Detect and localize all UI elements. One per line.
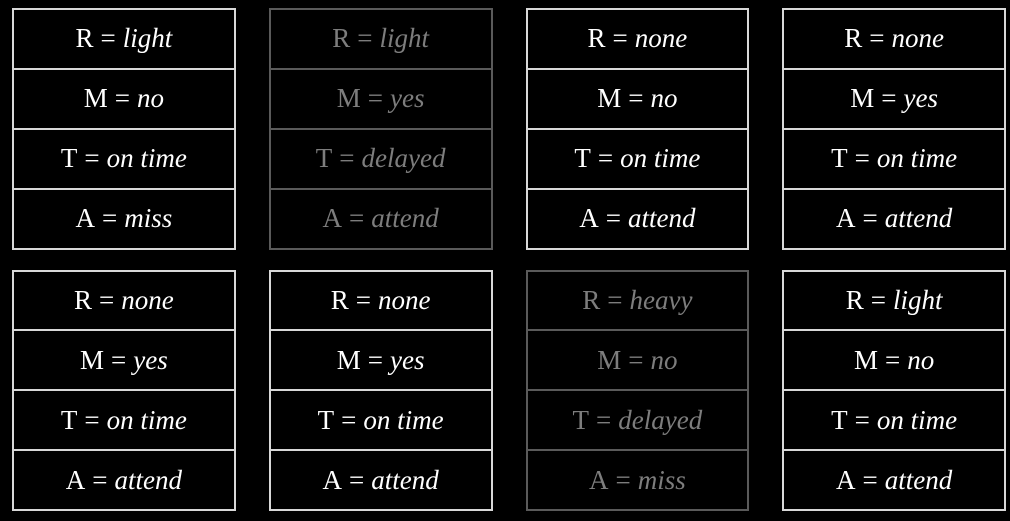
variable-value: no [650, 83, 678, 114]
variable-label: A [322, 203, 342, 234]
assignment-row [14, 190, 234, 248]
variable-value: no [907, 344, 935, 375]
equals-sign: = [885, 344, 901, 375]
variable-label: T [831, 143, 848, 174]
variable-value: yes [390, 83, 425, 114]
variable-label: M [597, 344, 622, 375]
equals-sign: = [349, 464, 365, 495]
variable-label: R [74, 284, 93, 315]
variable-value: miss [637, 464, 686, 495]
assignment-row [528, 272, 748, 332]
equals-sign: = [596, 404, 612, 435]
assignment-row [784, 130, 1004, 190]
assignment-card [269, 8, 493, 250]
variable-value: on time [363, 404, 444, 435]
assignment-row [784, 331, 1004, 391]
assignment-row [528, 130, 748, 190]
variable-value: heavy [629, 284, 693, 315]
variable-value: delayed [361, 143, 446, 174]
variable-value: light [892, 284, 943, 315]
equals-sign: = [862, 464, 878, 495]
variable-label: A [836, 464, 856, 495]
variable-value: none [634, 23, 688, 54]
assignment-row [14, 391, 234, 451]
assignment-row [14, 10, 234, 70]
assignment-row [271, 10, 491, 70]
variable-label: R [332, 23, 351, 54]
variable-label: T [831, 404, 848, 435]
equals-sign: = [605, 203, 621, 234]
assignment-row [528, 70, 748, 130]
equals-sign: = [355, 284, 371, 315]
equals-sign: = [881, 83, 897, 114]
variable-value: attend [371, 203, 439, 234]
equals-sign: = [628, 83, 644, 114]
assignment-card [526, 8, 750, 250]
assignment-row [784, 190, 1004, 248]
variable-value: attend [371, 464, 439, 495]
variable-value: on time [876, 404, 958, 435]
variable-value: no [137, 83, 164, 114]
equals-sign: = [92, 464, 108, 495]
equals-sign: = [628, 344, 644, 375]
variable-label: M [850, 83, 875, 114]
assignment-row [784, 70, 1004, 130]
variable-label: T [60, 404, 78, 435]
equals-sign: = [870, 284, 886, 315]
assignment-row [271, 272, 491, 332]
variable-label: R [330, 284, 349, 315]
assignment-row [271, 391, 491, 451]
variable-value: none [891, 23, 944, 54]
assignment-card [269, 270, 493, 512]
variable-value: attend [884, 203, 953, 234]
assignment-card [782, 8, 1006, 250]
variable-value: delayed [618, 404, 703, 435]
assignment-row [784, 10, 1004, 70]
variable-label: T [317, 404, 335, 435]
assignment-card [12, 270, 236, 512]
variable-value: yes [133, 344, 168, 375]
equals-sign: = [854, 143, 870, 174]
variable-value: no [650, 344, 678, 375]
variable-value: on time [106, 143, 187, 174]
variable-value: light [379, 23, 429, 54]
variable-label: R [844, 23, 863, 54]
variable-label: R [75, 23, 94, 54]
assignment-row [528, 451, 748, 509]
variable-label: T [315, 143, 333, 174]
assignment-row [784, 272, 1004, 332]
assignment-row [14, 272, 234, 332]
variable-value: none [121, 284, 174, 315]
variable-value: yes [903, 83, 938, 114]
variable-label: A [322, 464, 342, 495]
assignment-row [14, 130, 234, 190]
equals-sign: = [84, 404, 100, 435]
variable-label: M [597, 83, 622, 114]
assignment-card [526, 270, 750, 512]
variable-value: on time [106, 404, 187, 435]
assignment-row [271, 70, 491, 130]
assignment-row [14, 70, 234, 130]
variable-label: R [582, 284, 601, 315]
equals-sign: = [615, 464, 631, 495]
assignment-row [271, 130, 491, 190]
assignment-row [528, 10, 748, 70]
variable-value: yes [390, 344, 425, 375]
variable-label: R [587, 23, 606, 54]
assignment-card [782, 270, 1006, 512]
assignment-row [271, 190, 491, 248]
variable-label: R [845, 284, 864, 315]
variable-value: miss [124, 203, 173, 234]
assignment-row [784, 391, 1004, 451]
assignment-row [14, 331, 234, 391]
variable-label: T [572, 404, 590, 435]
assignment-row [528, 391, 748, 451]
assignment-row [14, 451, 234, 509]
equals-sign: = [111, 344, 127, 375]
equals-sign: = [597, 143, 614, 174]
variable-value: none [378, 284, 431, 315]
assignment-card [12, 8, 236, 250]
equals-sign: = [114, 83, 130, 114]
variable-label: A [65, 464, 86, 495]
equals-sign: = [84, 143, 100, 174]
variable-label: M [854, 344, 879, 375]
variable-value: on time [876, 143, 958, 174]
variable-label: M [83, 83, 108, 114]
equals-sign: = [99, 284, 115, 315]
equals-sign: = [862, 203, 878, 234]
equals-sign: = [367, 83, 383, 114]
variable-label: A [589, 464, 609, 495]
variable-label: A [836, 203, 856, 234]
variable-value: attend [114, 464, 182, 495]
variable-value: light [122, 23, 173, 54]
variable-label: A [75, 203, 95, 234]
assignment-row [528, 190, 748, 248]
equals-sign: = [100, 23, 116, 54]
equals-sign: = [869, 23, 885, 54]
equals-sign: = [349, 203, 365, 234]
variable-label: T [574, 143, 591, 174]
assignment-row [271, 331, 491, 391]
equals-sign: = [612, 23, 628, 54]
variable-value: attend [884, 464, 953, 495]
variable-value: attend [627, 203, 696, 234]
equals-sign: = [367, 344, 383, 375]
variable-value: on time [620, 143, 701, 174]
equals-sign: = [357, 23, 373, 54]
assignment-row [271, 451, 491, 509]
assignment-row [784, 451, 1004, 509]
variable-label: M [336, 344, 361, 375]
equals-sign: = [854, 404, 870, 435]
equals-sign: = [102, 203, 118, 234]
variable-label: M [80, 344, 105, 375]
equals-sign: = [339, 143, 355, 174]
assignment-row [528, 331, 748, 391]
variable-label: M [336, 83, 361, 114]
equals-sign: = [341, 404, 357, 435]
variable-label: A [579, 203, 599, 234]
equals-sign: = [607, 284, 623, 315]
variable-label: T [60, 143, 78, 174]
